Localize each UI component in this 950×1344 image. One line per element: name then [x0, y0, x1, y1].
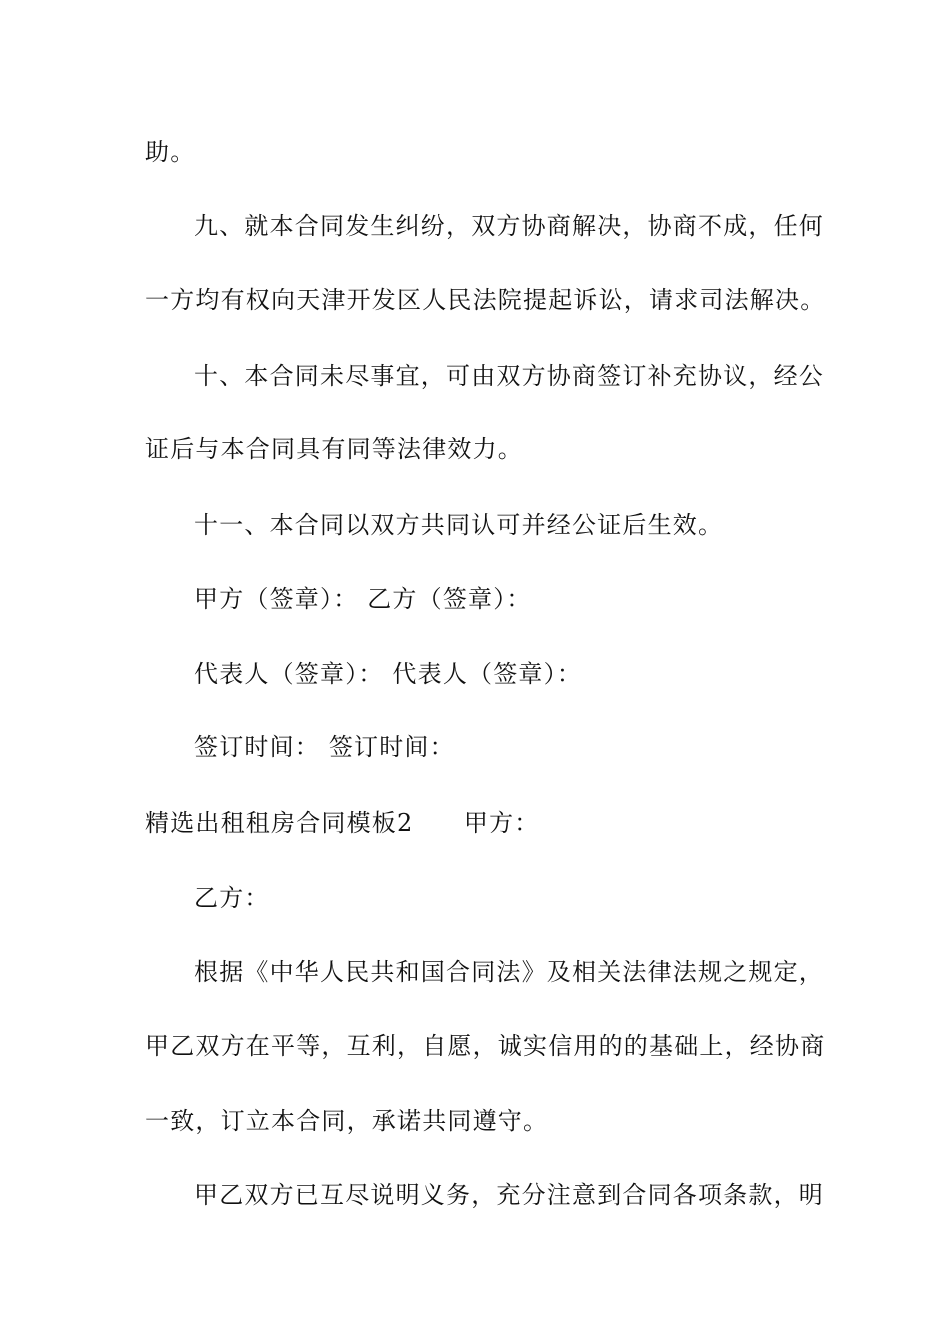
preamble-line-2: 甲乙双方在平等，互利，自愿，诚实信用的的基础上，经协商: [145, 1032, 826, 1060]
clause-10-line-2: 证后与本合同具有同等法律效力。: [145, 435, 523, 463]
party-b-line: 乙方：: [194, 884, 270, 912]
paragraph-line: 助。: [145, 138, 196, 166]
clause-10-line-1: 十、本合同未尽事宜，可由双方协商签订补充协议，经公: [194, 362, 824, 390]
template-title-line: 精选出租租房合同模板2 甲方：: [145, 809, 540, 837]
signature-representatives-line: 代表人（签章）： 代表人（签章）：: [194, 660, 583, 688]
signing-date-line: 签订时间： 签订时间：: [194, 733, 455, 761]
signature-parties-line: 甲方（签章）： 乙方（签章）：: [194, 585, 532, 613]
preamble-line-1: 根据《中华人民共和国合同法》及相关法律法规之规定，: [194, 958, 824, 986]
disclosure-line: 甲乙双方已互尽说明义务，充分注意到合同各项条款，明: [194, 1181, 824, 1209]
clause-9-line-1: 九、就本合同发生纠纷，双方协商解决，协商不成，任何: [194, 212, 824, 240]
preamble-line-3: 一致，订立本合同，承诺共同遵守。: [145, 1107, 549, 1135]
clause-11-line: 十一、本合同以双方共同认可并经公证后生效。: [194, 511, 724, 539]
clause-9-line-2: 一方均有权向天津开发区人民法院提起诉讼，请求司法解决。: [145, 286, 826, 314]
